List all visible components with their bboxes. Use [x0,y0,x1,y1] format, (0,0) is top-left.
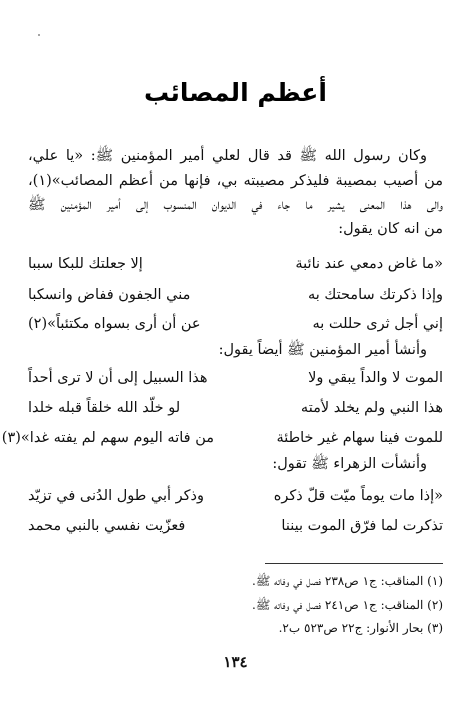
hemistich-right: تذكرت لما فرّق الموت بيننا [281,518,443,534]
hemistich-left: فعزّيت نفسي بالنبي محمد [28,518,186,534]
hemistich-left: لو خلّد الله خلقاً قبله خلدا [28,400,181,416]
poem3-verse [28,518,443,540]
poem2-verse [28,370,443,392]
footnote: (٢) المناقب: ج١ ص٢٤١ فصل في وفاته ﷺ. [252,598,443,612]
hemistich-right: إني أجل ثرى حللت به [312,316,443,332]
footnote: (١) المناقب: ج١ ص٢٣٨ فصل في وفاته ﷺ. [252,574,443,588]
poem-intro: وأنشأ أمير المؤمنين ﷺ أيضاً يقول: [218,342,427,358]
chapter-title: أعظم المصائب [144,78,327,107]
footnote-divider [265,563,443,564]
scan-speck [38,34,40,36]
hemistich-right: «ما غاض دمعي عند نائبة [295,256,443,272]
page-number: ١٣٤ [223,653,248,671]
poem-intro: وأنشأت الزهراء ﷺ تقول: [272,456,427,472]
paragraph-line: من أصيب بمصيبة فليذكر مصيبته بي، فإنها من أعظم المصائب»(١)، [28,173,443,189]
hemistich-right: «إذا مات يوماً ميّت قلّ ذكره [273,488,443,504]
hemistich-left: إلا جعلتك للبكا سببا [28,256,143,272]
poem1-verse [28,316,443,338]
hemistich-left: عن أن أرى بسواه مكتئباً»(٢) [28,316,201,332]
poem2-verse [28,400,443,422]
paragraph-line: وكان رسول الله ﷺ قد قال لعلي أمير المؤمنين ﷺ: «يا علي، [28,148,427,164]
poem3-verse [28,488,443,510]
footnote: (٣) بحار الأنوار: ج٢٢ ص٥٢٣ ب٢. [278,621,443,635]
hemistich-right: وإذا ذكرتك سامحتك به [307,287,443,303]
hemistich-right: الموت لا والداً يبقي ولا [308,370,443,386]
hemistich-left: من فاته اليوم سهم لم يفته غدا»(٣) [1,430,214,446]
hemistich-left: مني الجفون ففاض وانسكبا [28,287,191,303]
hemistich-left: وذكر أبي طول الدُنى في تزيّد [28,488,205,504]
poem1-verse [28,256,443,278]
poem2-verse [1,430,443,452]
paragraph-line: من انه كان يقول: [338,221,443,237]
hemistich-right: للموت فينا سهام غير خاطئة [276,430,443,446]
paragraph-line: والى هذا المعنى يشير ما جاء في الديوان المنسوب إلى أمير المؤمنين ﷺ [28,197,443,213]
hemistich-right: هذا النبي ولم يخلد لأمته [300,400,443,416]
poem1-verse [28,287,443,309]
hemistich-left: هذا السبيل إلى أن لا ترى أحداً [28,370,208,386]
